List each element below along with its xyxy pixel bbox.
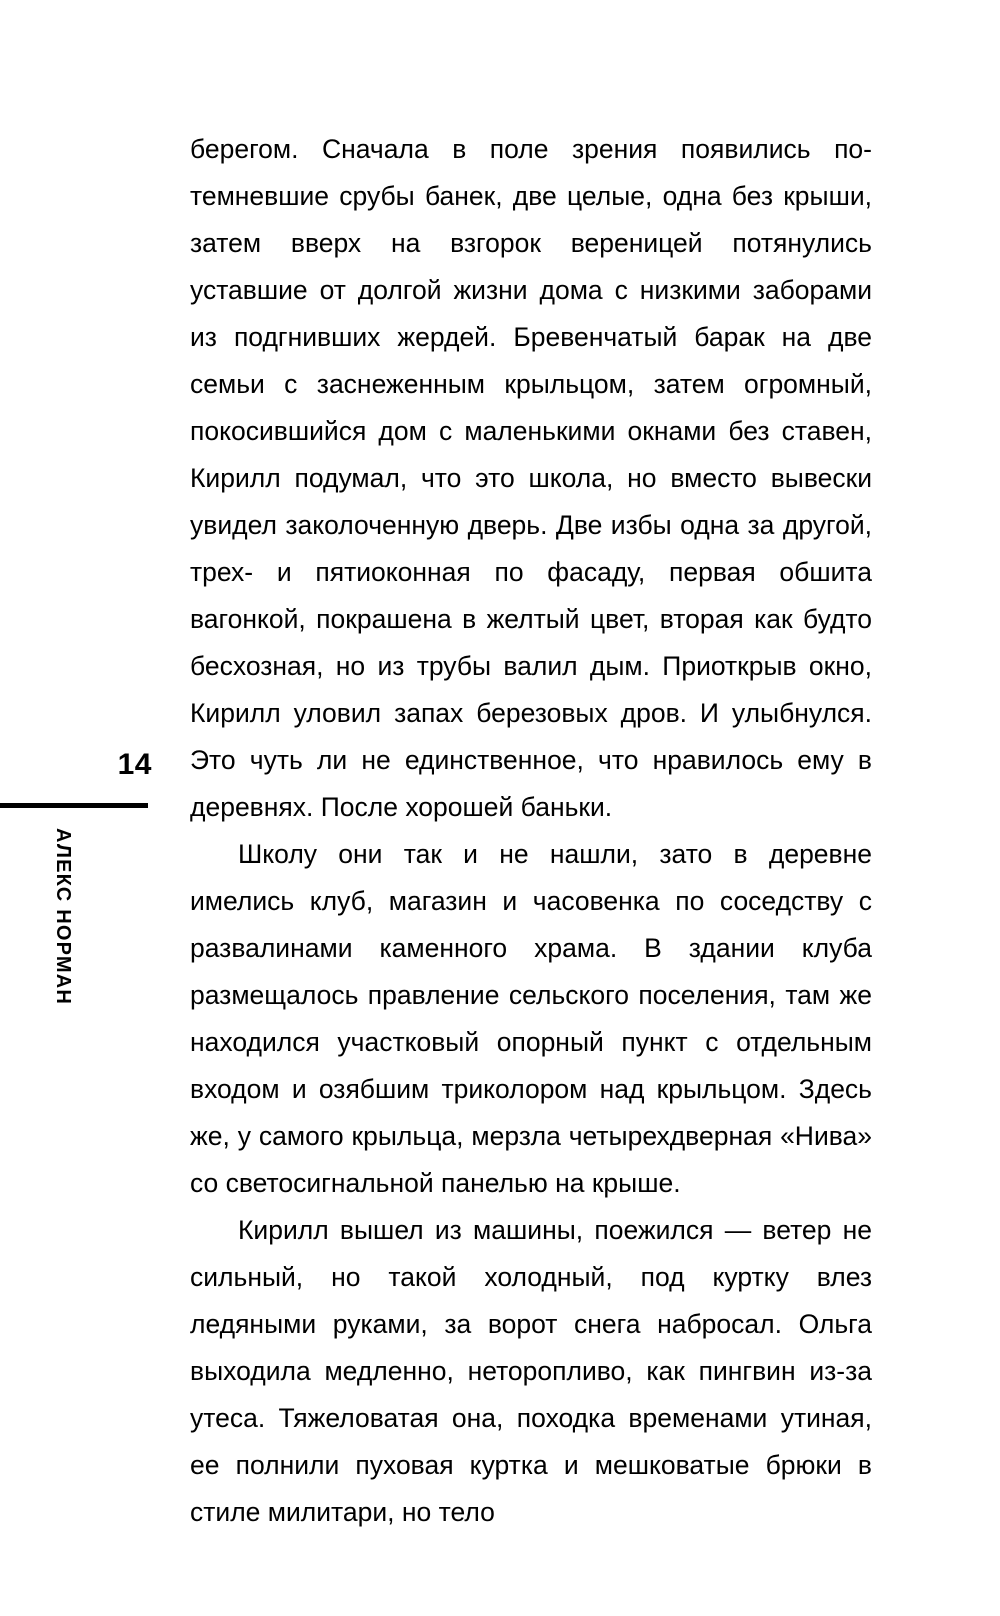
body-text-column: [190, 126, 872, 1536]
page-margin-furniture: [0, 740, 180, 1300]
running-head-author: АЛЕКС НОРМАН: [52, 828, 74, 1006]
paragraph: Кирилл вышел из машины, поежился — ветер не сильный, но такой холодный, под куртку влез ледяными руками, за ворот снега набросал. Ольга выходила медленно, неторопливо, как пингвин из-за утеса. Тяжеловатая она, походка временами утиная, ее полнили пуховая куртка и мешковатые брюки в стиле милитари, но тело: [190, 1215, 872, 1527]
page-number: 14: [117, 748, 152, 781]
margin-divider-rule: [0, 803, 148, 808]
paragraph: Школу они так и не нашли, зато в деревне имелись клуб, магазин и часовенка по соседству с развалинами каменного храма. В здании клуба размещалось правление сельского поселения, там же находился участковый опорный пункт с отдельным входом и озябшим триколором над крыльцом. Здесь же, у самого крыльца, мерзла четырехдверная «Нива» со светосигнальной панелью на крыше.: [190, 839, 872, 1198]
paragraph: берегом. Сначала в поле зрения появились потемневшие срубы банек, две целые, одна без крыши, затем вверх на взгорок вереницей потянулись уставшие от долгой жизни дома с низкими заборами из подгнивших жердей. Бревенчатый барак на две семьи с заснеженным крыльцом, затем огромный, покосившийся дом с маленькими окнами без ставен, Кирилл подумал, что это школа, но вместо вывески увидел заколоченную дверь. Две избы одна за другой, трех- и пятиоконная по фасаду, первая обшита вагонкой, покрашена в желтый цвет, вторая как будто бесхозная, но из трубы валил дым. Приоткрыв окно, Кирилл уловил запах березовых дров. И улыбнулся. Это чуть ли не единственное, что нравилось ему в деревнях. После хорошей баньки.: [190, 134, 872, 822]
